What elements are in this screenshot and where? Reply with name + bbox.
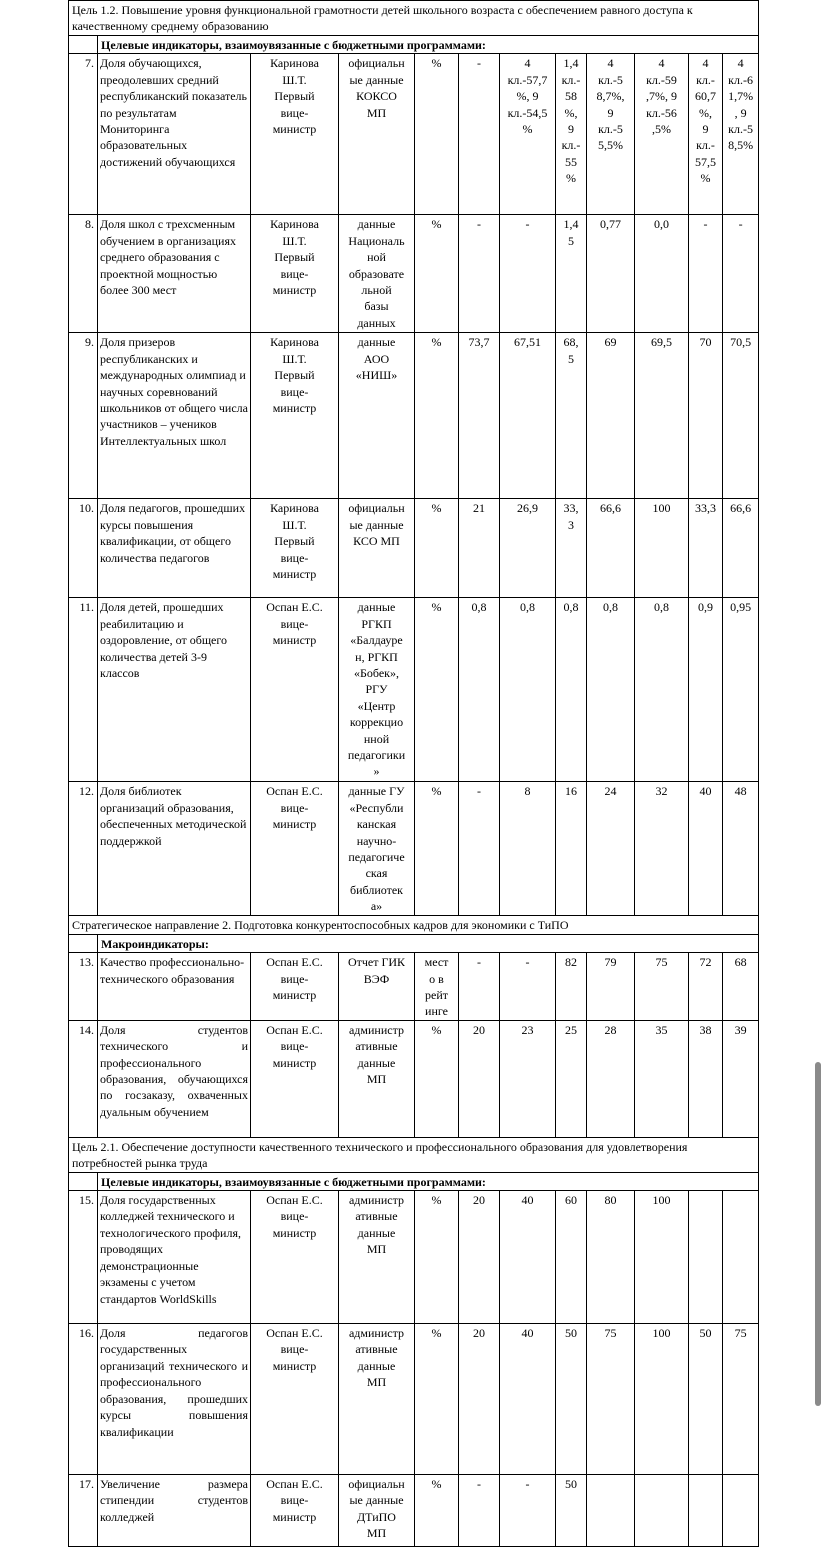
value-cell	[500, 54, 556, 215]
value-cell-text: 0,8	[471, 600, 487, 615]
value-cell-text: 68, 5	[563, 335, 579, 366]
section-header: Целевые индикаторы, взаимоувязанные с бюджетными программами:	[98, 1172, 759, 1190]
data-source	[339, 1324, 415, 1475]
responsible-person-text: Оспан Е.С. вице- министр	[266, 955, 323, 1003]
value-cell	[689, 499, 723, 598]
row-number	[69, 1324, 98, 1475]
value-cell	[689, 1020, 723, 1137]
indicator-name-text: Доля детей, прошедших реабилитацию и оздоровление, от общего количества детей 3-9 классов	[100, 600, 228, 681]
row-number-text: 9.	[85, 335, 94, 350]
value-cell	[587, 953, 635, 1021]
scrollbar-thumb[interactable]	[815, 1062, 821, 1406]
responsible-person-text: Оспан Е.С. вице- министр	[266, 1022, 323, 1070]
row-number	[69, 598, 98, 782]
value-cell-text: 23	[521, 1022, 534, 1037]
data-source-text: администр ативные данные МП	[348, 1326, 404, 1390]
value-cell	[635, 782, 689, 916]
value-cell-text: 16	[565, 784, 577, 799]
value-cell	[587, 1020, 635, 1137]
value-cell	[587, 782, 635, 916]
table-row	[69, 54, 759, 215]
table-row	[69, 1475, 759, 1547]
table-row	[69, 1191, 759, 1324]
row-number-text: 16.	[79, 1326, 94, 1341]
row-number	[69, 1191, 98, 1324]
table-row	[69, 333, 759, 499]
value-cell-text: 67,51	[514, 335, 541, 350]
indicator-name	[98, 1020, 251, 1137]
indicator-name-text: Доля школ с трехсменным обучением в организациях среднего образования с проектной мощностью более 300 мест	[100, 217, 236, 298]
value-cell-text: 4 кл.-5 8,7%, 9 кл.-5 5,5%	[596, 56, 625, 153]
value-cell-text: -	[703, 217, 708, 232]
responsible-person-text: Оспан Е.С. вице- министр	[266, 1326, 323, 1373]
row-number-text: 14.	[79, 1022, 94, 1037]
unit	[415, 782, 459, 916]
value-cell-text: 40	[521, 1193, 534, 1208]
responsible-person	[251, 1324, 339, 1475]
value-cell	[556, 333, 587, 499]
row-number	[69, 953, 98, 1021]
value-cell	[587, 598, 635, 782]
indicator-name-text: Доля призеров республиканских и международных олимпиад и научных соревнований школьников от общего числа участников – учеников Интеллектуальных школ	[100, 335, 248, 448]
value-cell-text: -	[477, 217, 481, 232]
unit	[415, 54, 459, 215]
value-cell	[556, 215, 587, 333]
value-cell	[500, 782, 556, 916]
value-cell	[587, 1324, 635, 1475]
value-cell	[723, 499, 759, 598]
value-cell	[635, 1324, 689, 1475]
value-cell-text: 39	[734, 1022, 747, 1037]
value-cell	[459, 1191, 500, 1324]
value-cell-text: -	[477, 1477, 481, 1492]
value-cell	[635, 953, 689, 1021]
indicator-name	[98, 1324, 251, 1475]
responsible-person-text: Каринова Ш.Т. Первый вице- министр	[270, 501, 319, 582]
row-number-text: 10.	[79, 501, 94, 516]
value-cell	[587, 333, 635, 499]
value-cell	[635, 499, 689, 598]
section-header-row	[69, 1172, 759, 1190]
data-source-text: данные АОО «НИШ»	[355, 335, 398, 383]
responsible-person-text: Оспан Е.С. вице- министр	[266, 784, 323, 832]
table-row	[69, 215, 759, 333]
value-cell	[556, 1191, 587, 1324]
row-number-text: 17.	[79, 1477, 94, 1492]
data-source	[339, 333, 415, 499]
value-cell	[500, 215, 556, 333]
value-cell-text: 28	[604, 1022, 617, 1037]
responsible-person	[251, 333, 339, 499]
responsible-person	[251, 1020, 339, 1137]
responsible-person	[251, 1191, 339, 1324]
value-cell-text: 32	[655, 784, 668, 799]
table-row	[69, 782, 759, 916]
unit	[415, 1475, 459, 1547]
value-cell-text: 82	[565, 955, 577, 970]
indicator-name	[98, 782, 251, 916]
section-row	[69, 1, 759, 36]
value-cell	[556, 499, 587, 598]
section-header-row	[69, 36, 759, 54]
value-cell	[500, 1475, 556, 1547]
value-cell-text: 40	[521, 1326, 534, 1341]
value-cell	[635, 54, 689, 215]
data-source-text: данные ГУ «Республи канская научно- педагогиче ская библиотек а»	[348, 784, 405, 914]
value-cell	[500, 1020, 556, 1137]
unit-text: мест о в рейт инге	[424, 955, 449, 1019]
value-cell-text: 0,77	[600, 217, 621, 232]
value-cell	[556, 1020, 587, 1137]
unit	[415, 598, 459, 782]
value-cell-text: 4 кл.- 60,7 %, 9 кл.- 57,5 %	[695, 56, 716, 186]
value-cell-text: -	[525, 1477, 530, 1492]
value-cell	[723, 598, 759, 782]
value-cell	[689, 953, 723, 1021]
row-number-text: 7.	[85, 56, 94, 71]
unit-text: %	[431, 1326, 442, 1341]
table-row	[69, 598, 759, 782]
data-source-text: администр ативные данные МП	[348, 1193, 404, 1257]
value-cell-text: -	[525, 217, 530, 232]
value-cell	[500, 598, 556, 782]
data-source	[339, 215, 415, 333]
unit	[415, 215, 459, 333]
indicator-name	[98, 1191, 251, 1324]
indicator-name-text: Доля государственных колледжей технического и технологического профиля, проводящих демонстрационные экзамены с учетом стандартов WorldSkills	[100, 1193, 241, 1306]
row-number-text: 13.	[79, 955, 94, 970]
row-number	[69, 1020, 98, 1137]
value-cell-text: 69,5	[651, 335, 672, 350]
data-source	[339, 1020, 415, 1137]
value-cell-text: 0,8	[654, 600, 669, 615]
value-cell-text: 24	[604, 784, 617, 799]
empty-cell	[69, 934, 98, 952]
row-number	[69, 499, 98, 598]
responsible-person	[251, 215, 339, 333]
value-cell	[587, 499, 635, 598]
value-cell	[459, 598, 500, 782]
value-cell	[587, 1191, 635, 1324]
data-source-text: официальн ые данные КОКСО МП	[348, 56, 405, 120]
section-header-row	[69, 934, 759, 952]
row-number-text: 15.	[79, 1193, 94, 1208]
value-cell-text: 1,4 5	[563, 217, 579, 248]
value-cell-text: -	[477, 784, 481, 799]
table-row	[69, 1020, 759, 1137]
unit-text: %	[431, 335, 442, 350]
indicator-name-text: Качество профессионально-технического образования	[100, 955, 245, 986]
indicator-name	[98, 499, 251, 598]
value-cell	[500, 333, 556, 499]
value-cell	[635, 598, 689, 782]
indicator-name-text: Увеличение размера стипендии студентов колледжей	[100, 1477, 248, 1524]
value-cell-text: 66,6	[600, 501, 621, 516]
value-cell	[500, 1191, 556, 1324]
value-cell-text: 0,8	[603, 600, 618, 615]
value-cell-text: 79	[604, 955, 617, 970]
value-cell-text: 0,8	[520, 600, 535, 615]
section-header: Макроиндикаторы:	[98, 934, 759, 952]
indicator-name	[98, 598, 251, 782]
value-cell	[587, 1475, 635, 1547]
value-cell-text: 50	[565, 1326, 577, 1341]
responsible-person-text: Оспан Е.С. вице- министр	[266, 600, 323, 648]
value-cell-text: 4 кл.-59 ,7%, 9 кл.-56 ,5%	[646, 56, 677, 137]
section-row	[69, 1137, 759, 1172]
value-cell	[500, 1324, 556, 1475]
section-title: Стратегическое направление 2. Подготовка конкурентоспособных кадров для экономики с ТиПО	[69, 916, 759, 934]
unit	[415, 1324, 459, 1475]
value-cell	[723, 333, 759, 499]
value-cell-text: 38	[699, 1022, 712, 1037]
indicator-name	[98, 333, 251, 499]
value-cell	[635, 1191, 689, 1324]
value-cell-text: 4 кл.-57,7 %, 9 кл.-54,5 %	[507, 56, 548, 137]
table-body	[69, 1, 759, 1547]
value-cell-text: 35	[655, 1022, 668, 1037]
value-cell	[689, 1475, 723, 1547]
indicators-table	[68, 0, 759, 1547]
value-cell-text: 73,7	[468, 335, 490, 350]
value-cell	[556, 1475, 587, 1547]
section-title: Цель 1.2. Повышение уровня функциональной грамотности детей школьного возраста с обеспечением равного доступа к качественному среднему образованию	[69, 1, 759, 36]
value-cell-text: 100	[652, 1326, 671, 1341]
responsible-person-text: Каринова Ш.Т. Первый вице- министр	[270, 217, 319, 298]
indicator-name	[98, 1475, 251, 1547]
indicator-name	[98, 215, 251, 333]
table-row	[69, 953, 759, 1021]
value-cell-text: 25	[565, 1022, 577, 1037]
responsible-person	[251, 953, 339, 1021]
value-cell-text: 70,5	[730, 335, 752, 350]
value-cell-text: 75	[655, 955, 668, 970]
value-cell	[723, 1191, 759, 1324]
value-cell	[723, 1324, 759, 1475]
row-number	[69, 1475, 98, 1547]
row-number	[69, 333, 98, 499]
unit-text: %	[431, 56, 442, 71]
indicator-name	[98, 953, 251, 1021]
value-cell	[723, 54, 759, 215]
unit	[415, 1191, 459, 1324]
value-cell-text: 50	[699, 1326, 712, 1341]
value-cell	[459, 1020, 500, 1137]
value-cell-text: 66,6	[730, 501, 752, 516]
data-source-text: администр ативные данные МП	[348, 1022, 404, 1087]
value-cell	[459, 1324, 500, 1475]
unit-text: %	[431, 217, 442, 232]
value-cell-text: 21	[473, 501, 485, 516]
responsible-person	[251, 54, 339, 215]
value-cell	[723, 1020, 759, 1137]
value-cell	[587, 54, 635, 215]
value-cell	[689, 1324, 723, 1475]
data-source	[339, 1475, 415, 1547]
data-source	[339, 953, 415, 1021]
value-cell-text: 8	[524, 784, 531, 799]
value-cell-text: 40	[699, 784, 712, 799]
value-cell-text: 4 кл.-6 1,7% , 9 кл.-5 8,5%	[728, 56, 754, 153]
value-cell-text: -	[525, 955, 530, 970]
responsible-person-text: Каринова Ш.Т. Первый вице- министр	[270, 335, 319, 416]
value-cell-text: 0,9	[698, 600, 713, 615]
data-source	[339, 598, 415, 782]
value-cell	[500, 953, 556, 1021]
value-cell	[723, 953, 759, 1021]
value-cell	[459, 499, 500, 598]
value-cell-text: -	[477, 955, 481, 970]
empty-cell	[69, 1172, 98, 1190]
value-cell	[689, 1191, 723, 1324]
value-cell	[635, 215, 689, 333]
responsible-person-text: Каринова Ш.Т. Первый вице- министр	[270, 56, 319, 137]
value-cell	[587, 215, 635, 333]
responsible-person	[251, 782, 339, 916]
value-cell	[723, 782, 759, 916]
value-cell	[556, 953, 587, 1021]
value-cell-text: 20	[473, 1022, 485, 1037]
indicator-name-text: Доля педагогов государственных организаций технического и профессионального образования, прошедших курсы повышения квалификации	[100, 1326, 248, 1439]
unit	[415, 333, 459, 499]
value-cell-text: 69	[604, 335, 617, 350]
row-number	[69, 782, 98, 916]
row-number	[69, 54, 98, 215]
unit	[415, 499, 459, 598]
unit	[415, 1020, 459, 1137]
unit-text: %	[431, 1477, 442, 1492]
value-cell	[689, 782, 723, 916]
responsible-person	[251, 1475, 339, 1547]
value-cell	[689, 215, 723, 333]
value-cell	[459, 215, 500, 333]
value-cell-text: 100	[652, 501, 671, 516]
value-cell	[556, 598, 587, 782]
value-cell-text: 0,95	[730, 600, 752, 615]
value-cell-text: 75	[604, 1326, 617, 1341]
data-source	[339, 499, 415, 598]
indicator-name-text: Доля студентов технического и профессионального образования, обучающихся по госзаказу, охваченных дуальным обучением	[100, 1022, 248, 1119]
indicator-name-text: Доля библиотек организаций образования, обеспеченных методической поддержкой	[100, 784, 247, 848]
row-number-text: 12.	[79, 784, 94, 799]
value-cell	[556, 782, 587, 916]
value-cell-text: 26,9	[517, 501, 538, 516]
table-row	[69, 499, 759, 598]
responsible-person-text: Оспан Е.С. вице- министр	[266, 1193, 323, 1240]
value-cell	[635, 1475, 689, 1547]
value-cell-text: 70	[699, 335, 712, 350]
unit-text: %	[431, 501, 442, 516]
value-cell	[556, 54, 587, 215]
value-cell-text: 33, 3	[563, 501, 579, 532]
row-number	[69, 215, 98, 333]
value-cell	[723, 1475, 759, 1547]
unit-text: %	[431, 1193, 442, 1208]
value-cell	[689, 598, 723, 782]
row-number-text: 11.	[79, 600, 94, 615]
value-cell	[635, 333, 689, 499]
section-title: Цель 2.1. Обеспечение доступности качественного технического и профессионального образования для удовлетворения потребностей рынка труда	[69, 1137, 759, 1172]
indicator-name-text: Доля обучающихся, преодолевших средний республиканский показатель по результатам Мониторинга образовательных достижений обучающихся	[100, 56, 248, 169]
data-source	[339, 782, 415, 916]
value-cell-text: 20	[473, 1326, 485, 1341]
value-cell	[723, 215, 759, 333]
value-cell-text: 20	[473, 1193, 485, 1208]
responsible-person	[251, 499, 339, 598]
data-source-text: данные Националь ной образовате льной базы данных	[348, 217, 405, 330]
responsible-person	[251, 598, 339, 782]
data-source	[339, 1191, 415, 1324]
value-cell-text: 80	[604, 1193, 617, 1208]
table-row	[69, 1324, 759, 1475]
value-cell	[459, 54, 500, 215]
value-cell	[635, 1020, 689, 1137]
value-cell	[689, 333, 723, 499]
section-header: Целевые индикаторы, взаимоувязанные с бюджетными программами:	[98, 36, 759, 54]
value-cell-text: 50	[565, 1477, 577, 1492]
value-cell-text: 72	[699, 955, 712, 970]
row-number-text: 8.	[85, 217, 94, 232]
indicator-name-text: Доля педагогов, прошедших курсы повышения квалификации, от общего количества педагогов	[100, 501, 246, 565]
value-cell-text: 1,4 кл.- 58 %, 9 кл.- 55 %	[561, 56, 581, 186]
value-cell	[689, 54, 723, 215]
value-cell-text: 75	[734, 1326, 747, 1341]
value-cell	[500, 499, 556, 598]
empty-cell	[69, 36, 98, 54]
value-cell	[459, 782, 500, 916]
responsible-person-text: Оспан Е.С. вице- министр	[266, 1477, 323, 1524]
value-cell-text: 0,8	[563, 600, 579, 615]
value-cell-text: -	[477, 56, 481, 71]
unit-text: %	[431, 784, 442, 799]
value-cell-text: 100	[652, 1193, 671, 1208]
data-source-text: данные РГКП «Балдауре н, РГКП «Бобек», РГУ «Центр коррекцио нной педагогики »	[347, 600, 406, 779]
value-cell-text: 0,0	[654, 217, 669, 232]
value-cell-text: 48	[734, 784, 747, 799]
data-source-text: официальн ые данные ДТиПО МП	[348, 1477, 405, 1541]
data-source	[339, 54, 415, 215]
unit-text: %	[431, 1022, 442, 1037]
value-cell	[459, 953, 500, 1021]
value-cell-text: -	[738, 217, 743, 232]
value-cell-text: 33,3	[695, 501, 716, 516]
indicator-name	[98, 54, 251, 215]
value-cell	[459, 1475, 500, 1547]
section-row	[69, 916, 759, 934]
data-source-text: официальн ые данные КСО МП	[348, 501, 405, 549]
value-cell	[556, 1324, 587, 1475]
unit-text: %	[431, 600, 442, 615]
value-cell-text: 60	[565, 1193, 577, 1208]
data-source-text: Отчет ГИК ВЭФ	[347, 955, 406, 986]
unit	[415, 953, 459, 1021]
value-cell-text: 68	[734, 955, 747, 970]
value-cell	[459, 333, 500, 499]
